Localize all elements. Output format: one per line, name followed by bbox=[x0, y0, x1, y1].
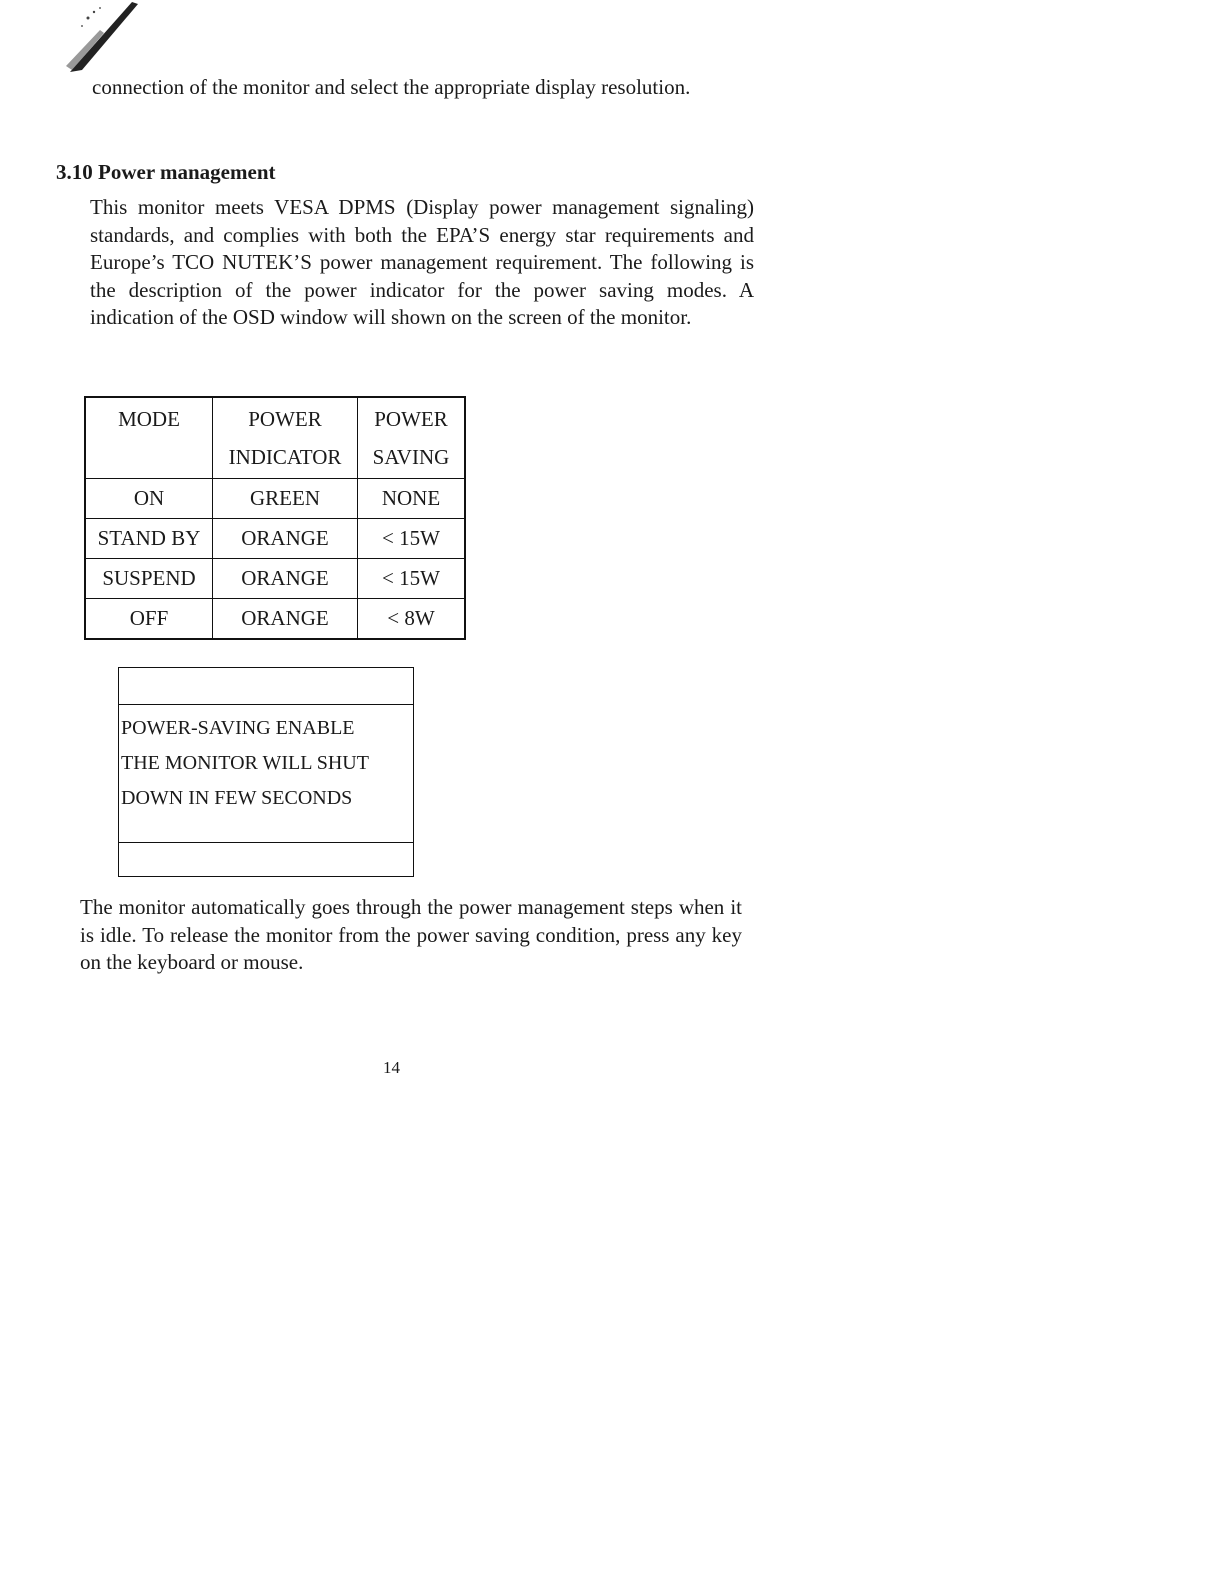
osd-title-bar bbox=[119, 668, 413, 705]
mode-cell: STAND BY bbox=[85, 519, 213, 559]
indicator-cell: ORANGE bbox=[213, 559, 358, 599]
header-power-saving bbox=[358, 397, 466, 479]
scan-artifact-mark bbox=[60, 0, 140, 75]
osd-window-illustration bbox=[118, 667, 414, 877]
section-description: This monitor meets VESA DPMS (Display power management signaling) standards, and complies with both the EPA’S energy star requirements and Europe’s TCO NUTEK’S power management requirement. The following is the description of the power indicator for the power saving modes. A indication of the OSD window will shown on the screen of the monitor. bbox=[90, 195, 754, 329]
saving-cell: < 15W bbox=[358, 519, 466, 559]
header-mode bbox=[85, 397, 213, 479]
page-number: 14 bbox=[383, 1058, 400, 1077]
table-row bbox=[85, 559, 465, 599]
table-row bbox=[85, 599, 465, 640]
header-mode-label: MODE bbox=[118, 407, 180, 431]
header-indicator-line2: INDICATOR bbox=[228, 445, 342, 469]
header-saving-line2: SAVING bbox=[372, 445, 450, 469]
table-row bbox=[85, 519, 465, 559]
power-modes-table bbox=[84, 396, 466, 640]
header-saving-line1: POWER bbox=[374, 407, 448, 431]
saving-cell: < 8W bbox=[358, 599, 466, 640]
indicator-cell: ORANGE bbox=[213, 519, 358, 559]
header-indicator-line1: POWER bbox=[248, 407, 322, 431]
closing-paragraph: The monitor automatically goes through the power management steps when it is idle. To release the monitor from the power saving condition, press any key on the keyboard or mouse. bbox=[80, 895, 742, 974]
indicator-cell: ORANGE bbox=[213, 599, 358, 640]
osd-message-line: THE MONITOR WILL SHUT bbox=[121, 752, 369, 774]
header-power-indicator bbox=[213, 397, 358, 479]
indicator-cell: GREEN bbox=[213, 479, 358, 519]
osd-message-line: POWER-SAVING ENABLE bbox=[121, 717, 355, 739]
mode-cell: OFF bbox=[85, 599, 213, 640]
table-row bbox=[85, 479, 465, 519]
mode-cell: SUSPEND bbox=[85, 559, 213, 599]
saving-cell: NONE bbox=[358, 479, 466, 519]
intro-paragraph: connection of the monitor and select the appropriate display resolution. bbox=[92, 75, 691, 99]
section-heading: 3.10 Power management bbox=[56, 160, 276, 184]
osd-message-line: DOWN IN FEW SECONDS bbox=[121, 787, 353, 809]
mode-cell: ON bbox=[85, 479, 213, 519]
table-header-row bbox=[85, 397, 465, 479]
osd-message-area bbox=[119, 705, 413, 843]
saving-cell: < 15W bbox=[358, 559, 466, 599]
